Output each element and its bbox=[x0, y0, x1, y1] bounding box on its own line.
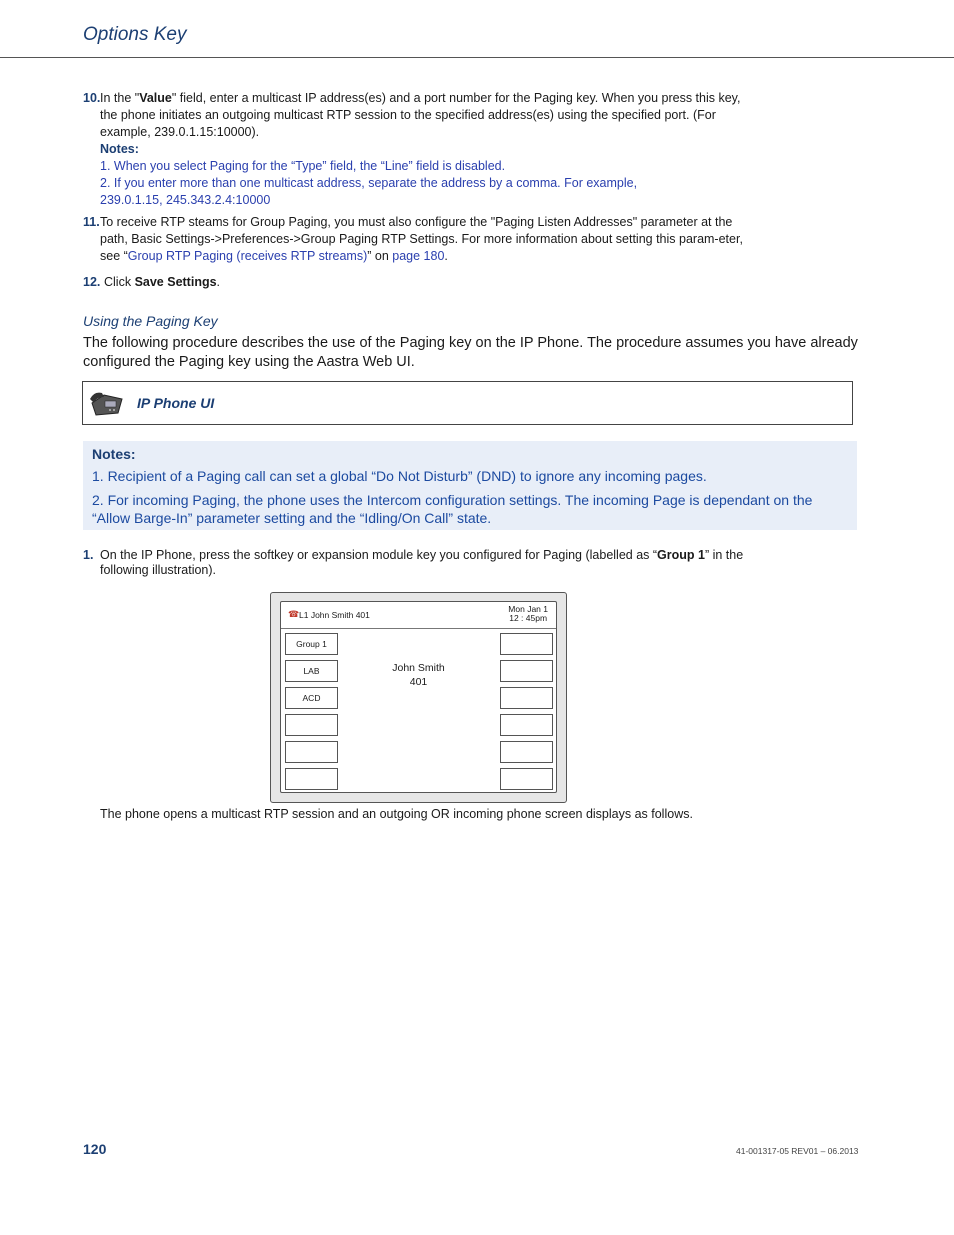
softkey-left-6[interactable] bbox=[285, 768, 338, 790]
group-1-label: Group 1 bbox=[657, 548, 705, 562]
link-group-rtp-paging[interactable]: Group RTP Paging (receives RTP streams) bbox=[127, 249, 368, 263]
step-text: In the " bbox=[100, 91, 140, 105]
ip-phone-ui-banner bbox=[82, 381, 853, 425]
step-text-mid: ” on bbox=[367, 249, 393, 263]
step-text-end: . bbox=[216, 275, 221, 289]
step-number: 10. bbox=[83, 91, 101, 105]
step-text: On the IP Phone, press the softkey or expansion module key you configured for Paging (labelled as “ bbox=[100, 548, 658, 562]
step-text-end: ” in the following illustration). bbox=[100, 548, 744, 577]
phone-date-time bbox=[508, 605, 548, 623]
page-header-title: Options Key bbox=[83, 24, 187, 45]
phone-screen bbox=[280, 601, 557, 793]
handset-icon: ☎ bbox=[288, 609, 300, 619]
step-12 bbox=[83, 274, 748, 291]
page-number: 120 bbox=[83, 1141, 107, 1157]
softkey-left-4[interactable] bbox=[285, 714, 338, 736]
section-title: Using the Paging Key bbox=[83, 313, 218, 329]
step-number: 11. bbox=[83, 215, 100, 229]
phone-date: Mon Jan 1 bbox=[508, 604, 548, 614]
step-text-cont: " field, enter a multicast IP address(es) and a port number for the Paging key. When you press this key, the phone initiates an outgoing multicast RTP session to the specified address(es) using the specified port. (For example, 239.0.1.15:10000). bbox=[100, 91, 741, 139]
softkey-right-1[interactable] bbox=[500, 633, 553, 655]
caller-display bbox=[371, 661, 466, 689]
note-2: 2. If you enter more than one multicast address, separate the address by a comma. For example, 239.0.1.15, 245.343.2.4:10000 bbox=[100, 176, 638, 207]
step-text-end: . bbox=[444, 249, 448, 263]
link-page-180[interactable]: page 180 bbox=[392, 249, 445, 263]
step-number: 1. bbox=[83, 548, 94, 562]
softkey-right-4[interactable] bbox=[500, 714, 553, 736]
softkey-left-3[interactable]: ACD bbox=[285, 687, 338, 709]
step-1 bbox=[83, 548, 748, 578]
notes-box-title: Notes: bbox=[92, 446, 136, 462]
softkey-right-3[interactable] bbox=[500, 687, 553, 709]
document-id: 41-001317-05 REV01 – 06.2013 bbox=[736, 1146, 859, 1156]
caller-name: John Smith bbox=[392, 662, 445, 674]
note-1: 1. When you select Paging for the “Type” field, the “Line” field is disabled. bbox=[100, 159, 506, 173]
step-number: 12. bbox=[83, 275, 101, 289]
section-intro: The following procedure describes the use of the Paging key on the IP Phone. The procedure assumes you have already configured the Paging key using the Aastra Web UI. bbox=[83, 335, 858, 370]
caller-extension: 401 bbox=[409, 676, 428, 688]
softkey-left-2[interactable]: LAB bbox=[285, 660, 338, 682]
softkey-right-5[interactable] bbox=[500, 741, 553, 763]
phone-time: 12 : 45pm bbox=[509, 613, 548, 623]
softkey-right-6[interactable] bbox=[500, 768, 553, 790]
softkey-left-1[interactable]: Group 1 bbox=[285, 633, 338, 655]
step-11 bbox=[83, 214, 748, 265]
save-settings-label: Save Settings bbox=[134, 275, 217, 289]
desk-phone-icon bbox=[88, 389, 124, 422]
notes-box-line-1: 1. Recipient of a Paging call can set a global “Do Not Disturb” (DND) to ignore any incoming pages. bbox=[92, 468, 707, 484]
field-name-value: Value bbox=[139, 91, 172, 105]
line-label: L1 John Smith 401 bbox=[299, 610, 370, 620]
phone-illustration bbox=[270, 592, 567, 803]
notes-label: Notes: bbox=[100, 142, 139, 156]
step-text: To receive RTP steams for Group Paging, you must also configure the "Paging Listen Addresses" parameter at the path, Basic Settings->Preferences->Group Paging RTP Settings. For more information about setting this param-eter, see “ bbox=[100, 215, 743, 263]
step-text: Click bbox=[104, 275, 135, 289]
softkey-right-2[interactable] bbox=[500, 660, 553, 682]
ip-phone-ui-label: IP Phone UI bbox=[137, 395, 215, 411]
illustration-caption: The phone opens a multicast RTP session and an outgoing OR incoming phone screen displays as follows. bbox=[100, 807, 693, 821]
step-10 bbox=[83, 90, 748, 209]
notes-box-line-2: 2. For incoming Paging, the phone uses the Intercom configuration settings. The incoming Page is dependant on the “Allow Barge-In” parameter setting and the “Idling/On Call” state. bbox=[92, 492, 813, 526]
notes-box bbox=[83, 441, 857, 530]
header-divider bbox=[0, 57, 954, 58]
softkey-left-5[interactable] bbox=[285, 741, 338, 763]
phone-status-bar bbox=[281, 602, 556, 629]
